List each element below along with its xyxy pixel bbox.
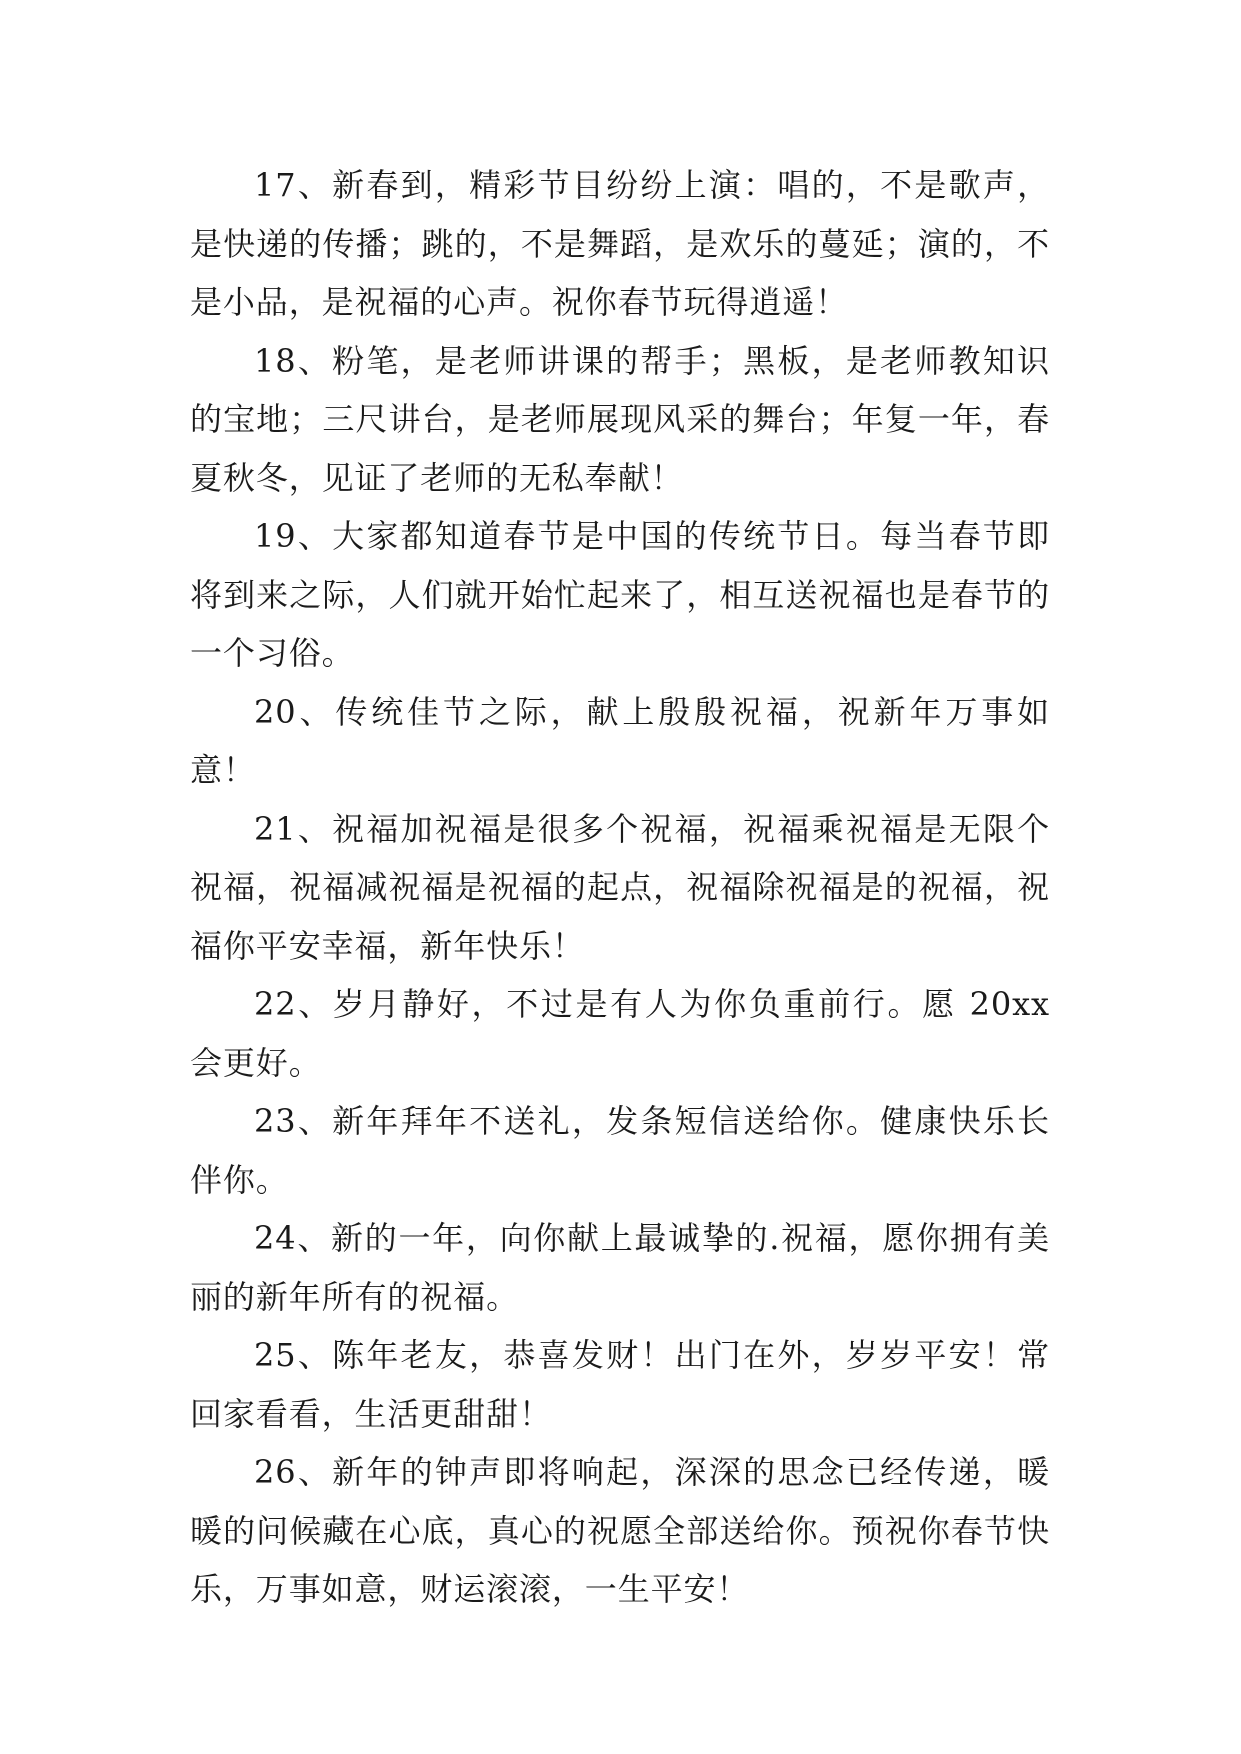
paragraph-17: 17、新春到，精彩节目纷纷上演：唱的，不是歌声，是快递的传播；跳的，不是舞蹈，是欢乐的蔓延；演的，不是小品，是祝福的心声。祝你春节玩得逍遥！ (190, 166, 1050, 321)
paragraph-18: 18、粉笔，是老师讲课的帮手；黑板，是老师教知识的宝地；三尺讲台，是老师展现风采的舞台；年复一年，春夏秋冬，见证了老师的无私奉献！ (190, 341, 1050, 497)
paragraph-24: 24、新的一年，向你献上最诚挚的.祝福，愿你拥有美丽的新年所有的祝福。 (190, 1219, 1050, 1316)
paragraph-25: 25、陈年老友，恭喜发财！出门在外，岁岁平安！常回家看看，生活更甜甜！ (190, 1336, 1050, 1433)
paragraph-22: 22、岁月静好，不过是有人为你负重前行。愿 20xx 会更好。 (190, 985, 1050, 1082)
paragraph-20: 20、传统佳节之际，献上殷殷祝福，祝新年万事如意！ (190, 692, 1050, 789)
paragraph-19: 19、大家都知道春节是中国的传统节日。每当春节即将到来之际，人们就开始忙起来了，相互送祝福也是春节的一个习俗。 (190, 517, 1050, 672)
paragraph-26: 26、新年的钟声即将响起，深深的思念已经传递，暖暖的问候藏在心底，真心的祝愿全部送给你。预祝你春节快乐，万事如意，财运滚滚，一生平安！ (190, 1453, 1050, 1608)
paragraph-21: 21、祝福加祝福是很多个祝福，祝福乘祝福是无限个祝福，祝福减祝福是祝福的起点，祝福除祝福是的祝福，祝福你平安幸福，新年快乐！ (190, 809, 1050, 965)
paragraph-23: 23、新年拜年不送礼，发条短信送给你。健康快乐长伴你。 (190, 1102, 1050, 1199)
document-body (190, 156, 1050, 1619)
